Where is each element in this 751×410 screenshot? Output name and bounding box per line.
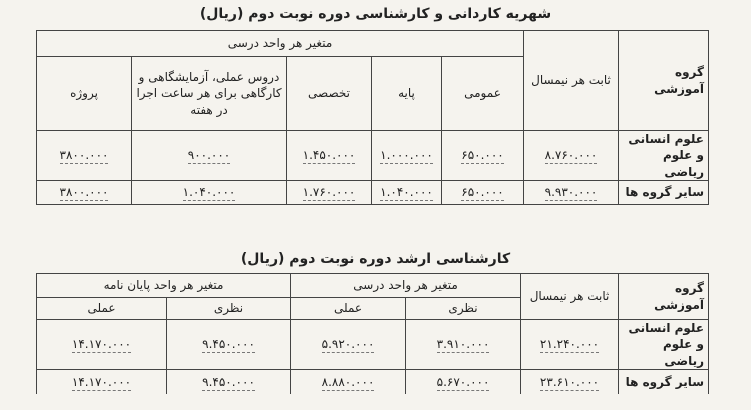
undergrad-tuition-table bbox=[36, 30, 709, 205]
header-course-variable: متغیر هر واحد درسی bbox=[291, 274, 521, 298]
table-row bbox=[37, 181, 709, 205]
cell-course-theory: ۵.۶۷۰.۰۰۰ bbox=[436, 374, 490, 389]
header-course-theory: نظری bbox=[406, 298, 521, 320]
cell-thesis-theory: ۹.۴۵۰.۰۰۰ bbox=[202, 337, 255, 352]
header-thesis-variable: متغیر هر واحد پایان نامه bbox=[37, 274, 291, 298]
header-course-practical: عملی bbox=[291, 298, 406, 320]
header-variable: متغیر هر واحد درسی bbox=[37, 31, 524, 57]
header-thesis-theory: نظری bbox=[167, 298, 291, 320]
cell-practical: ۹۰۰.۰۰۰ bbox=[187, 148, 231, 163]
cell-general: ۶۵۰.۰۰۰ bbox=[461, 148, 504, 163]
table-row bbox=[37, 320, 709, 370]
cell-basic: ۱.۰۴۰.۰۰۰ bbox=[380, 185, 433, 200]
header-fixed: ثابت هر نیمسال bbox=[521, 274, 619, 320]
table-row bbox=[37, 131, 709, 181]
cell-practical: ۱.۰۴۰.۰۰۰ bbox=[182, 185, 236, 200]
row-group: سایر گروه ها bbox=[619, 181, 709, 205]
cell-thesis-theory: ۹.۴۵۰.۰۰۰ bbox=[202, 374, 255, 389]
header-basic: پایه bbox=[372, 57, 442, 131]
table-row bbox=[37, 370, 709, 394]
header-specialized: تخصصی bbox=[287, 57, 372, 131]
cell-fixed: ۲۱.۲۴۰.۰۰۰ bbox=[539, 337, 600, 352]
cell-basic: ۱.۰۰۰.۰۰۰ bbox=[380, 148, 433, 163]
section2-title: کارشناسی ارشد دوره نوبت دوم (ریال) bbox=[240, 251, 511, 267]
cell-fixed: ۲۳.۶۱۰.۰۰۰ bbox=[539, 374, 600, 389]
row-group: سایر گروه ها bbox=[619, 370, 709, 394]
header-group: گروه آموزشی bbox=[619, 31, 709, 131]
cell-course-theory: ۳.۹۱۰.۰۰۰ bbox=[436, 337, 490, 352]
row-group: علوم انسانی و علوم ریاضی bbox=[619, 131, 709, 181]
cell-course-practical: ۸.۸۸۰.۰۰۰ bbox=[321, 374, 375, 389]
header-general: عمومی bbox=[442, 57, 524, 131]
cell-fixed: ۹.۹۳۰.۰۰۰ bbox=[544, 185, 598, 200]
masters-tuition-table bbox=[36, 273, 709, 394]
header-fixed: ثابت هر نیمسال bbox=[524, 31, 619, 131]
cell-thesis-practical: ۱۴.۱۷۰.۰۰۰ bbox=[71, 337, 132, 352]
header-group: گروه آموزشی bbox=[619, 274, 709, 320]
cell-thesis-practical: ۱۴.۱۷۰.۰۰۰ bbox=[71, 374, 132, 389]
header-project: پروژه bbox=[37, 57, 132, 131]
cell-project: ۳۸۰۰.۰۰۰ bbox=[59, 148, 109, 163]
cell-specialized: ۱.۴۵۰.۰۰۰ bbox=[302, 148, 356, 163]
cell-course-practical: ۵.۹۲۰.۰۰۰ bbox=[321, 337, 375, 352]
cell-specialized: ۱.۷۶۰.۰۰۰ bbox=[302, 185, 356, 200]
section1-title: شهریه کاردانی و کارشناسی دوره نوبت دوم (ریال) bbox=[199, 6, 552, 22]
header-practical: دروس عملی، آزمایشگاهی و کارگاهی برای هر ساعت اجرا در هفته bbox=[132, 57, 287, 131]
cell-fixed: ۸.۷۶۰.۰۰۰ bbox=[544, 148, 598, 163]
cell-project: ۳۸۰۰.۰۰۰ bbox=[59, 185, 109, 200]
cell-general: ۶۵۰.۰۰۰ bbox=[461, 185, 504, 200]
header-thesis-practical: عملی bbox=[37, 298, 167, 320]
row-group: علوم انسانی و علوم ریاضی bbox=[619, 320, 709, 370]
